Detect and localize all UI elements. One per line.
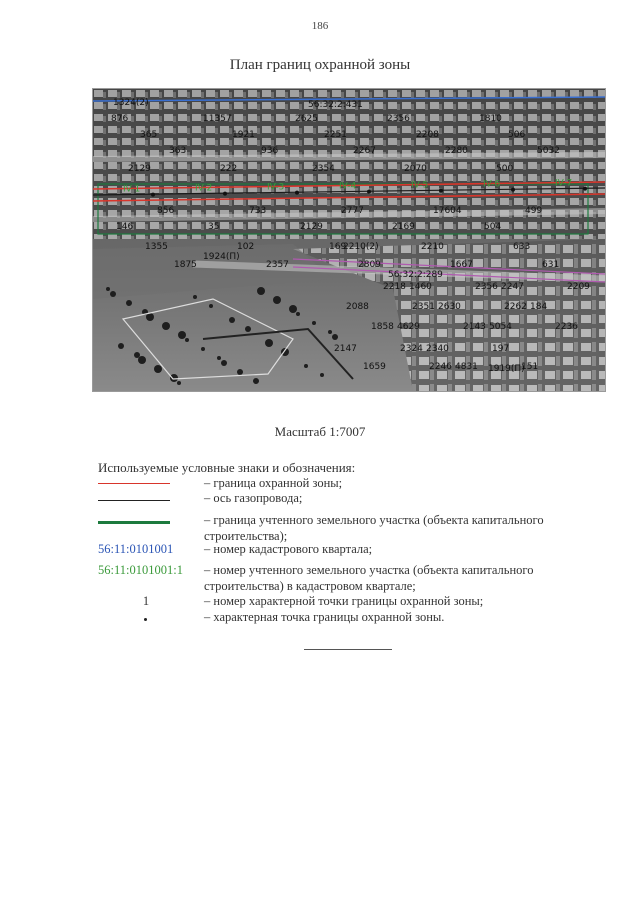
parcel-number: 2129 [128, 164, 151, 174]
parcel-number: 1858 [371, 322, 394, 332]
tree-icon [177, 381, 181, 385]
parcel-number: 504 [484, 222, 502, 232]
tree-icon [106, 287, 110, 291]
point-label: IV-2 [195, 183, 213, 194]
parcel-number: 2351 [412, 302, 435, 312]
parcel-number: 2208 [416, 130, 439, 140]
tree-icon [312, 321, 316, 325]
tree-icon [296, 312, 300, 316]
characteristic-point-marker [511, 188, 515, 192]
cadastral-label: 1324(2) [113, 98, 149, 108]
legend-description: – граница учтенного земельного участка (объекта капитального строительства); [204, 513, 544, 543]
parcel-number: 2324 [400, 344, 423, 354]
legend-description: – ось газопровода; [204, 491, 303, 505]
tree-icon [273, 296, 281, 304]
parcel-number: 2088 [346, 302, 369, 312]
point-marker-symbol [144, 618, 147, 621]
tree-icon [253, 378, 259, 384]
cadastral-label: 56:32:2:289 [388, 270, 443, 280]
parcel-number: 2236 [555, 322, 578, 332]
parcel-number: 222 [220, 164, 238, 174]
parcel-number: 2251 [324, 130, 347, 140]
plan-title: План границ охранной зоны [229, 57, 411, 73]
parcel-number: 102 [237, 242, 255, 252]
parcel-number: 1921 [232, 130, 255, 140]
parcel-number: 733 [249, 206, 267, 216]
tree-icon [257, 287, 265, 295]
tree-icon [245, 326, 251, 332]
parcel-number: 2356 [387, 114, 410, 124]
tree-icon [221, 360, 227, 366]
parcel-number: 2356 [475, 282, 498, 292]
parcel-number: 11357 [203, 114, 232, 124]
parcel-number: 2209 [567, 282, 590, 292]
parcel-boundary-symbol [98, 521, 170, 524]
tree-icon [126, 300, 132, 306]
parcel-number: 2147 [334, 344, 357, 354]
parcel-number: 2625 [295, 114, 318, 124]
cadastral-label: 1919(П) [488, 364, 525, 374]
tree-icon [209, 304, 213, 308]
tree-icon [229, 317, 235, 323]
point-label: IV-6 [483, 179, 501, 190]
cadastral-label: 1924(П) [203, 252, 240, 262]
legend-description: – номер кадастрового квартала; [204, 542, 373, 556]
parcel-number: 499 [525, 206, 543, 216]
parcel-number: 2267 [353, 146, 376, 156]
parcel-number: 2809 [358, 260, 381, 270]
parcel-number: 2262 [504, 302, 527, 312]
tree-icon [138, 356, 146, 364]
parcel-number: 2357 [266, 260, 289, 270]
point-label: IV-5 [411, 180, 429, 191]
parcel-number: 4831 [455, 362, 478, 372]
tree-icon [118, 343, 124, 349]
characteristic-point-marker [295, 191, 299, 195]
tree-icon [328, 330, 332, 334]
parcel-number: 2246 [429, 362, 452, 372]
point-label: IV-7 [555, 178, 573, 189]
parcel-number: 1460 [409, 282, 432, 292]
parcel-number: 17604 [433, 206, 462, 216]
parcel-number: 2630 [438, 302, 461, 312]
tree-icon [154, 365, 162, 373]
tree-icon [193, 295, 197, 299]
parcel-number: 151 [521, 362, 539, 372]
legend-title: Используемые условные знаки и обозначения: [98, 460, 356, 475]
parcel-number: 2218 [383, 282, 406, 292]
characteristic-point-marker [583, 187, 587, 191]
map-scale: Масштаб 1:7007 [274, 424, 366, 439]
parcel-number-sample: 56:11:0101001:1 [98, 563, 183, 577]
parcel-number: 631 [542, 260, 560, 270]
legend-description: – номер учтенного земельного участка (объекта капитального строительства) в кадастровом квартале; [204, 563, 534, 593]
parcel-number: 1667 [450, 260, 473, 270]
parcel-number: 5054 [489, 322, 512, 332]
parcel-number: 2210 [421, 242, 444, 252]
legend-description: – номер характерной точки границы охранной зоны; [204, 594, 484, 608]
parcel-number: 506 [508, 130, 526, 140]
parcel-number: 363 [169, 146, 187, 156]
point-number-sample: 1 [142, 594, 150, 608]
characteristic-point-marker [151, 193, 155, 197]
parcel-number: 876 [111, 114, 129, 124]
parcel-number: 2354 [312, 164, 335, 174]
parcel-number: 2129 [300, 222, 323, 232]
zone-boundary-symbol [98, 483, 170, 484]
parcel-number: 365 [140, 130, 158, 140]
legend-description: – характерная точка границы охранной зоны. [204, 610, 445, 624]
parcel-number: 169 [329, 242, 347, 252]
tree-icon [170, 374, 178, 382]
parcel-number: 2280 [445, 146, 468, 156]
tree-icon [217, 356, 221, 360]
parcel-number: 1659 [363, 362, 386, 372]
parcel-number: 2340 [426, 344, 449, 354]
tree-icon [237, 369, 243, 375]
end-separator-line [304, 649, 392, 650]
tree-icon [265, 339, 273, 347]
parcel-number: 856 [157, 206, 175, 216]
parcel-number: 4629 [397, 322, 420, 332]
parcel-number: 2777 [341, 206, 364, 216]
tree-icon [332, 334, 338, 340]
parcel-number: 1875 [174, 260, 197, 270]
parcel-number: 936 [261, 146, 279, 156]
map-image[interactable] [92, 88, 606, 392]
point-label: IV-4 [339, 181, 357, 192]
characteristic-point-marker [367, 190, 371, 194]
parcel-number: 2247 [501, 282, 524, 292]
point-label: IV-1 [123, 184, 141, 195]
tree-icon [134, 352, 140, 358]
parcel-number: 146 [116, 222, 134, 232]
parcel-number: 1355 [145, 242, 168, 252]
gas-axis-symbol [98, 500, 170, 501]
tree-icon [178, 331, 186, 339]
tree-icon [162, 322, 170, 330]
map-canvas[interactable] [93, 89, 605, 391]
parcel-number: 500 [496, 164, 514, 174]
tree-icon [289, 305, 297, 313]
characteristic-point-marker [223, 192, 227, 196]
tree-icon [201, 347, 205, 351]
parcel-number: 1810 [479, 114, 502, 124]
cadastral-label: 56:32:2:431 [308, 100, 363, 110]
characteristic-point-marker [439, 189, 443, 193]
parcel-number: 35 [208, 222, 220, 232]
parcel-number: 197 [492, 344, 510, 354]
legend-description: – граница охранной зоны; [204, 476, 343, 490]
tree-icon [320, 373, 324, 377]
parcel-number: 2143 [463, 322, 486, 332]
cadastral-label: 2210(2) [343, 242, 379, 252]
tree-icon [304, 364, 308, 368]
parcel-number: 5032 [537, 146, 560, 156]
tree-icon [110, 291, 116, 297]
parcel-number: 2070 [404, 164, 427, 174]
point-label: IV-3 [267, 182, 285, 193]
parcel-number: 633 [513, 242, 531, 252]
quarter-number-sample: 56:11:0101001 [98, 542, 174, 556]
parcel-number: 184 [530, 302, 548, 312]
tree-icon [185, 338, 189, 342]
parcel-number: 2169 [392, 222, 415, 232]
page-number: 186 [311, 20, 329, 32]
